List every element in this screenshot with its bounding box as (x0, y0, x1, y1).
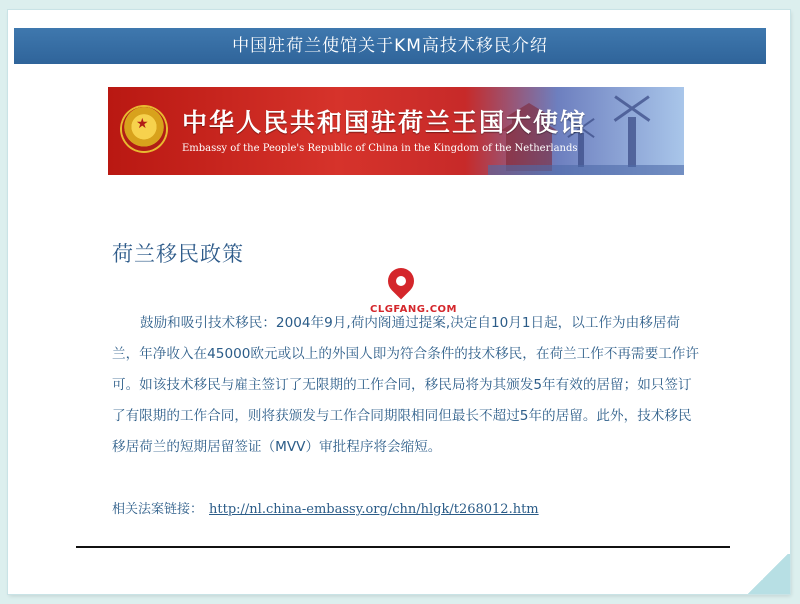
divider (76, 546, 730, 548)
banner-english-title: Embassy of the People's Republic of China in the Kingdom of the Netherlands (182, 143, 578, 154)
location-pin-icon (383, 263, 420, 300)
policy-paragraph: 鼓励和吸引技术移民：2004年9月,荷内阁通过提案,决定自10月1日起，以工作为由移居荷兰，年净收入在45000欧元或以上的外国人即为符合条件的技术移民，在荷兰工作不再需要工作许可。如该技术移民与雇主签订了无限期的工作合同，移民局将为其颁发5年有效的居留；如只签订了有限期的工作合同，则将获颁发与工作合同期限相同但最长不超过5年的居留。此外，技术移民移居荷兰的短期居留签证（MVV）审批程序将会缩短。 (112, 315, 699, 455)
star-icon: ★ (136, 116, 149, 132)
section-heading: 荷兰移民政策 (112, 242, 244, 266)
embassy-banner (108, 87, 684, 175)
links-label: 相关法案链接： (112, 502, 204, 517)
banner-chinese-title: 中华人民共和国驻荷兰王国大使馆 (182, 108, 588, 137)
national-emblem-icon (122, 107, 166, 151)
related-links (112, 498, 539, 517)
law-link[interactable]: http://nl.china-embassy.org/chn/hlgk/t268012.htm (209, 502, 539, 517)
watermark-text: CLGFANG.COM (370, 304, 458, 315)
page-title: 中国驻荷兰使馆关于KM高技术移民介绍 (14, 28, 766, 64)
watermark (370, 268, 458, 326)
page-curl (746, 554, 790, 594)
